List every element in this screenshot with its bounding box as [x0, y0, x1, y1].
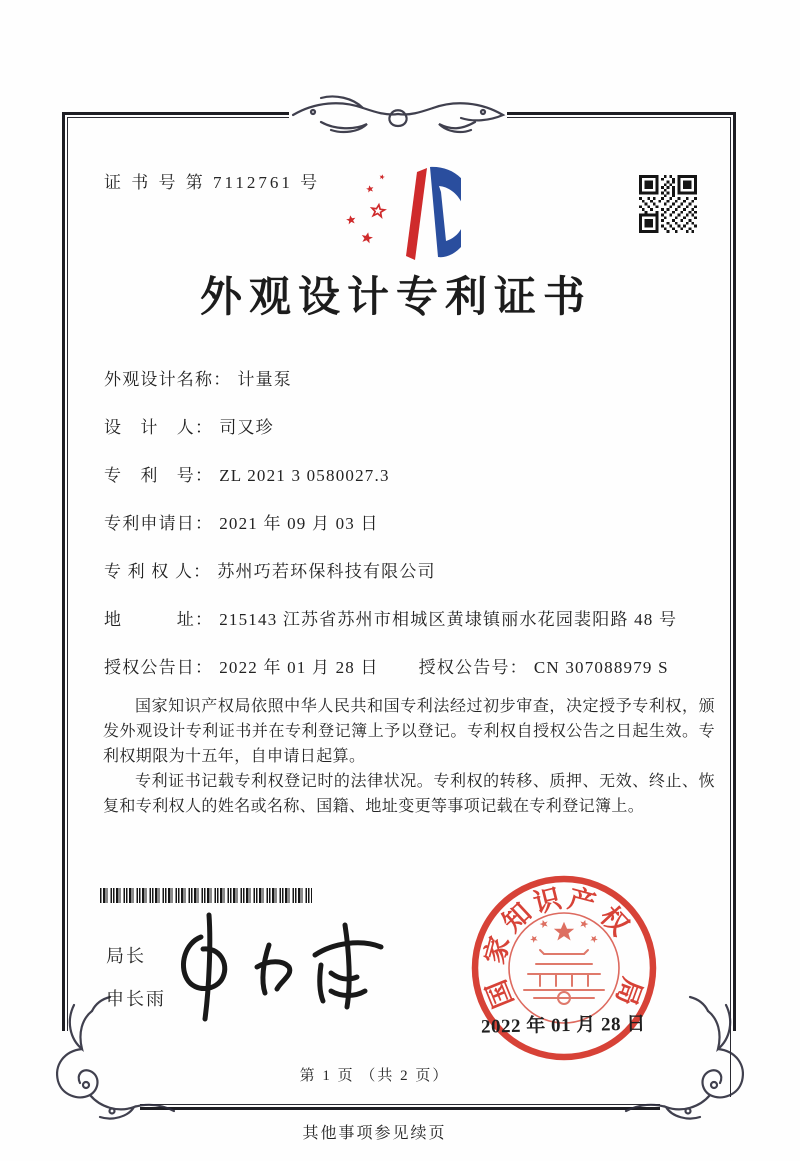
top-ornament [263, 88, 533, 140]
svg-text:家: 家 [479, 933, 516, 968]
svg-text:识: 识 [530, 883, 565, 919]
field-label: 专 利 权 人： [104, 562, 212, 581]
qr-code [639, 175, 697, 238]
certificate-title: 外观设计专利证书 [199, 275, 592, 321]
svg-text:权: 权 [594, 900, 635, 942]
field-value: 苏州巧若环保科技有限公司 [217, 562, 436, 581]
legal-text [103, 694, 715, 819]
director-title: 局长 [106, 946, 146, 966]
field-grant-date-and-number [104, 653, 724, 678]
continuation-note: 其他事项参见续页 [302, 1125, 447, 1142]
page-indicator: 第 1 页 （共 2 页） [299, 1068, 450, 1084]
director-name: 申长雨 [106, 989, 166, 1009]
field-label: 设 计 人： [104, 418, 214, 437]
field-value: 2021 年 09 月 03 日 [219, 514, 379, 533]
barcode [100, 888, 312, 903]
grant-number-value: CN 307088979 S [533, 658, 669, 677]
svg-text:知: 知 [496, 897, 538, 938]
grant-number-label: 授权公告号： [418, 658, 528, 677]
legal-paragraph-2: 专利证书记载专利权登记时的法律状况。专利权的转移、质押、无效、终止、恢复和专利权人的姓名或名称、国籍、地址变更等事项记载在专利登记簿上。 [103, 773, 715, 815]
field-value: 215143 江苏省苏州市相城区黄埭镇丽水花园裴阳路 48 号 [219, 610, 678, 629]
field-label: 外观设计名称： [104, 370, 232, 389]
field-value: 2022 年 01 月 28 日 [219, 658, 379, 677]
field-filing-date [104, 509, 724, 534]
field-address [104, 605, 724, 630]
seal-date: 2022 年 01 月 28 日 [480, 1013, 646, 1038]
field-value: 计量泵 [237, 370, 293, 389]
signatory-block [106, 942, 166, 1028]
legal-paragraph-1: 国家知识产权局依照中华人民共和国专利法经过初步审查，决定授予专利权，颁发外观设计专利证书并在专利登记簿上予以登记。专利权自授权公告之日起生效。专利权期限为十五年，自申请日起算。 [103, 698, 715, 765]
national-emblem-icon [524, 919, 604, 1004]
field-patentee [104, 557, 724, 582]
field-designer [104, 413, 724, 438]
svg-text:产: 产 [564, 883, 599, 920]
cnipa-logo-icon [333, 164, 461, 271]
field-patent-number [104, 461, 724, 486]
field-value: ZL 2021 3 0580027.3 [219, 466, 390, 485]
svg-text:局: 局 [610, 973, 648, 1010]
official-seal [468, 872, 660, 1069]
certificate-number: 证 书 号 第 7112761 号 [104, 173, 321, 192]
director-signature [165, 903, 405, 1028]
field-label: 专利申请日： [104, 514, 214, 533]
field-value: 司又珍 [219, 418, 274, 437]
field-label: 地 址： [104, 610, 214, 629]
field-design-name [104, 365, 724, 390]
field-label: 专 利 号： [104, 466, 214, 485]
field-label: 授权公告日： [104, 658, 214, 677]
svg-text:国: 国 [481, 975, 519, 1012]
